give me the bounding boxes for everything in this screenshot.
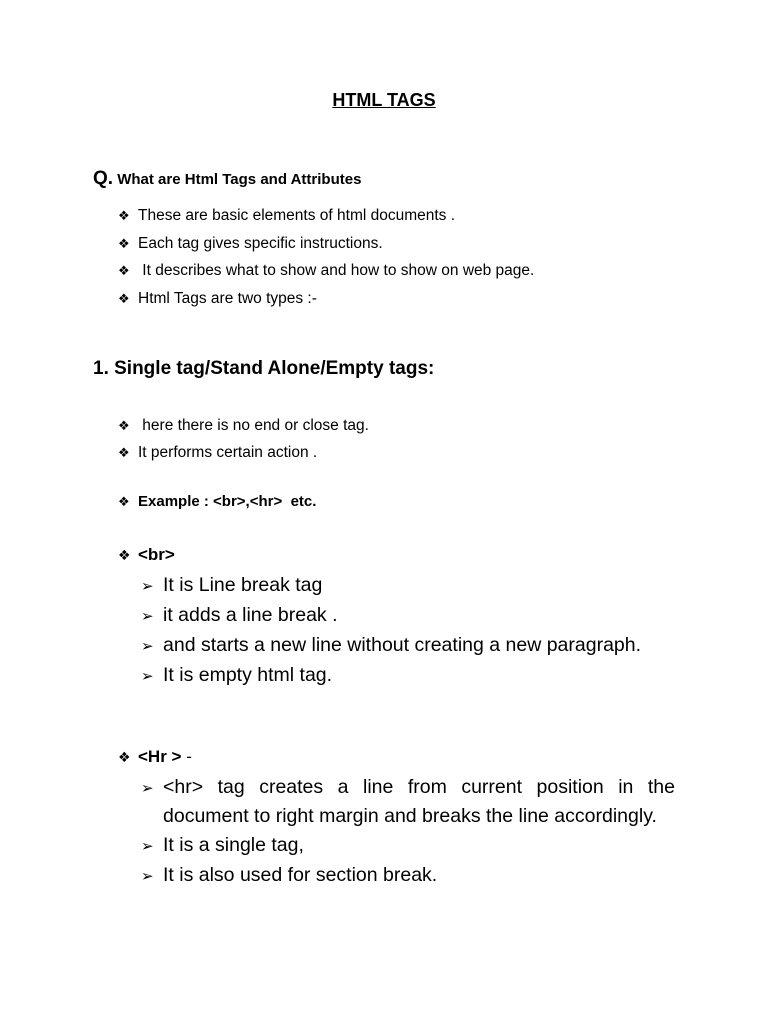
- diamond-bullet-icon: ❖: [118, 494, 130, 509]
- question-mark: Q.: [93, 168, 114, 189]
- list-item: ➢ it adds a line break .: [141, 601, 675, 631]
- intro-bullet-list: [118, 202, 534, 312]
- list-item: ➢ and starts a new line without creating a new paragraph.: [141, 631, 675, 661]
- list-item: ➢ It is empty html tag.: [141, 661, 675, 691]
- question-text: What are Html Tags and Attributes: [117, 171, 362, 188]
- arrow-bullet-icon: ➢: [141, 608, 154, 625]
- diamond-bullet-icon: ❖: [118, 749, 131, 765]
- arrow-bullet-icon: ➢: [141, 638, 154, 655]
- diamond-bullet-icon: ❖: [118, 290, 130, 306]
- list-item: ❖ Html Tags are two types :-: [118, 285, 534, 313]
- list-item: ➢ It is Line break tag: [141, 571, 675, 601]
- list-item: ➢ <hr> tag creates a line from current position in the document to right margin and breaks the line accordingly.: [141, 776, 675, 827]
- arrow-bullet-icon: ➢: [141, 838, 154, 855]
- list-item: ❖ here there is no end or close tag.: [118, 413, 369, 440]
- page-title: HTML TAGS: [332, 90, 436, 110]
- diamond-bullet-icon: ❖: [118, 235, 130, 251]
- diamond-bullet-icon: ❖: [118, 547, 131, 563]
- arrow-bullet-icon: ➢: [141, 668, 154, 685]
- example-line: ❖ Example : <br>,<hr> etc.: [118, 493, 317, 510]
- hr-tag-heading: ❖ <Hr > -: [118, 747, 192, 766]
- arrow-bullet-icon: ➢: [141, 578, 154, 595]
- list-item: ❖ It performs certain action .: [118, 440, 369, 467]
- diamond-bullet-icon: ❖: [118, 418, 130, 433]
- list-item: ❖ Each tag gives specific instructions.: [118, 230, 534, 258]
- arrow-bullet-icon: ➢: [141, 780, 154, 797]
- hr-points-list: [141, 773, 675, 891]
- single-tag-bullet-list: [118, 413, 369, 466]
- diamond-bullet-icon: ❖: [118, 444, 130, 460]
- list-item: ❖ It describes what to show and how to show on web page.: [118, 257, 534, 285]
- diamond-bullet-icon: ❖: [118, 263, 130, 278]
- list-item: ➢ It is a single tag,: [141, 831, 675, 861]
- question-heading: [93, 168, 361, 190]
- br-points-list: [141, 571, 675, 691]
- list-item: ➢ It is also used for section break.: [141, 861, 675, 891]
- arrow-bullet-icon: ➢: [141, 868, 154, 885]
- section-heading-single-tags: 1. Single tag/Stand Alone/Empty tags:: [93, 358, 435, 379]
- diamond-bullet-icon: ❖: [118, 208, 130, 223]
- br-tag-heading: ❖ <br>: [118, 545, 175, 564]
- list-item: ❖ These are basic elements of html documents .: [118, 202, 534, 230]
